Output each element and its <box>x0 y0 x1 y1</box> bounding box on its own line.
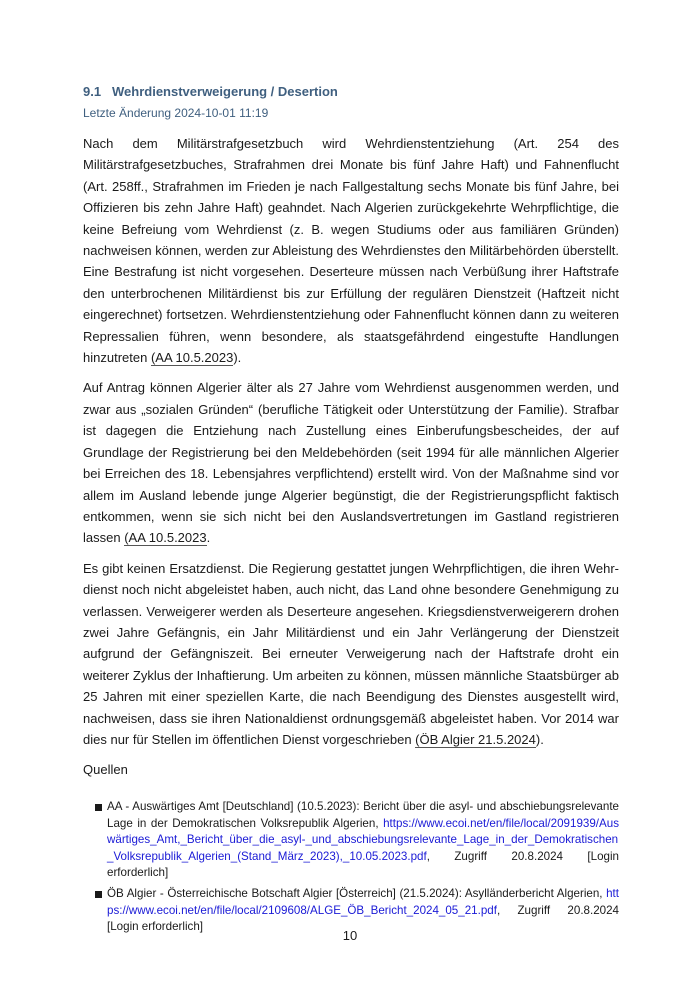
square-bullet-icon <box>95 804 102 811</box>
source-item <box>95 799 619 881</box>
square-bullet-icon <box>95 891 102 898</box>
section-heading <box>83 82 619 102</box>
source-description: AA - Auswärtiges Amt [Deutschland] (10.5.2023): Bericht über die asyl- und abschiebungsrelevante Lage in der Demokratischen Volksrepublik Algerien, <box>107 800 619 830</box>
paragraph-text-end: . <box>206 530 211 546</box>
paragraph-1 <box>83 133 619 368</box>
section-title: Wehrdienstverweigerung / Desertion <box>112 84 338 99</box>
source-url-link[interactable]: https://www.ecoi.net/en/file/local/2091939/Auswärtiges_Amt,_Bericht_über_die_asyl-_und_abschiebungsrelevante_Lage_in_der_Demokratischen_Volksrepublik_Algerien_(Stand_März_2023),_10.05.2023.pdf <box>107 816 619 863</box>
paragraph-2 <box>83 377 619 548</box>
citation-link-oeb[interactable]: (ÖB Algier 21.5.2024 <box>415 731 536 747</box>
citation-link-aa[interactable]: (AA 10.5.2023 <box>124 530 207 546</box>
citation-link-aa[interactable]: (AA 10.5.2023 <box>150 350 234 366</box>
page-number: 10 <box>342 928 358 943</box>
paragraph-text: Auf Antrag können Algerier älter als 27 Jahre vom Wehrdienst ausgenommen werden, und zwar aus „sozialen Gründen“ (berufliche Tätigkeit oder Unterstützung der Familie). Strafbar ist dagegen die Entziehung nach Zustellung eines Einberufungsbescheides, der auf Grundlage der Registrierung bei den Meldebehörden (seit 1994 für alle männlichen Algerier bei Erreichen des 18. Lebensjahres verpflichtend) erstellt wird. Von der Maßnahme sind vor allem im Ausland lebende junge Algerier begünstigt, die der Registrierungspflicht faktisch entkommen, wenn sie sich nicht bei den Auslandsvertretungen im Gastland registrieren lassen <box>83 380 619 546</box>
source-access-note: , Zugriff 20.8.2024 [Login erforderlich] <box>107 849 619 879</box>
sources-label: Quellen <box>83 762 128 778</box>
section-number: 9.1 <box>83 84 102 99</box>
document-page <box>83 82 619 941</box>
paragraph-text: Es gibt keinen Ersatzdienst. Die Regierung gestattet jungen Wehrpflichtigen, die ihren Wehrdienst noch nicht abgeleistet haben, auch nicht, das Land ohne besondere Genehmigung zu verlassen. Verweigerer werden als Deserteure angesehen. Kriegsdienstverweigerern drohen zwei Jahre Gefängnis, ein Jahr Militärdienst und ein Jahr Verlängerung der Dienstzeit aufgrund der Gefängniszeit. Bei erneuter Verweigerung nach der Haftstrafe droht ein weiterer Zyklus der Inhaftierung. Um arbeiten zu können, müssen männliche Staatsbürger ab 25 Jahren mit einer speziellen Karte, die nach Beendigung des Dienstes ausgestellt wird, nachweisen, dass sie ihren Nationaldienst ordnungsgemäß abgeleistet haben. Vor 2014 war dies nur für Stellen im öffentlichen Dienst vorgeschrieben <box>83 560 619 747</box>
source-url-link[interactable]: https://www.ecoi.net/en/file/local/2109608/ALGE_ÖB_Bericht_2024_05_21.pdf <box>107 887 619 917</box>
source-access-note: , Zugriff 20.8.2024 [Login erforderlich] <box>107 903 619 934</box>
source-description: ÖB Algier - Österreichische Botschaft Algier [Österreich] (21.5.2024): Asylländerbericht Algerien, <box>107 887 607 901</box>
sources-list <box>83 799 619 935</box>
paragraph-3 <box>83 558 619 751</box>
paragraph-text: Nach dem Militärstrafgesetzbuch wird Wehrdienstentziehung (Art. 254 des Militärstrafgesetzbuches, Strafrahmen drei Monate bis fünf Jahre Haft) und Fahnenflucht (Art. 258ff., Strafrahmen im Frieden je nach Fallgestaltung sechs Monate bis fünf Jahre, bei Offizieren bis zehn Jahre Haft) geahndet. Nach Algerien zurückgekehrte Wehrpflichtige, die keine Befreiung vom Wehrdienst (z. B. wegen Studiums oder aus familiären Gründen) nachweisen können, werden zur Ableistung des Wehrdienstes den Militärbehörden überstellt. Eine Bestrafung ist nicht vorgesehen. Deserteure müssen nach Verbüßung ihrer Haftstrafe den unterbrochenen Militärdienst bis zur Erfüllung der regulären Dienstzeit (Haftzeit nicht eingerechnet) fortsetzen. Wehrdienstentziehung oder Fahnenflucht können dann zu weiteren Repressalien führen, wenn besondere, als staatsgefährdend eingestufte Handlungen hinzutreten <box>83 136 619 366</box>
paragraph-text-end: ). <box>233 350 242 366</box>
last-change-timestamp: Letzte Änderung 2024-10-01 11:19 <box>83 106 269 120</box>
paragraph-text-end: ). <box>535 731 544 747</box>
